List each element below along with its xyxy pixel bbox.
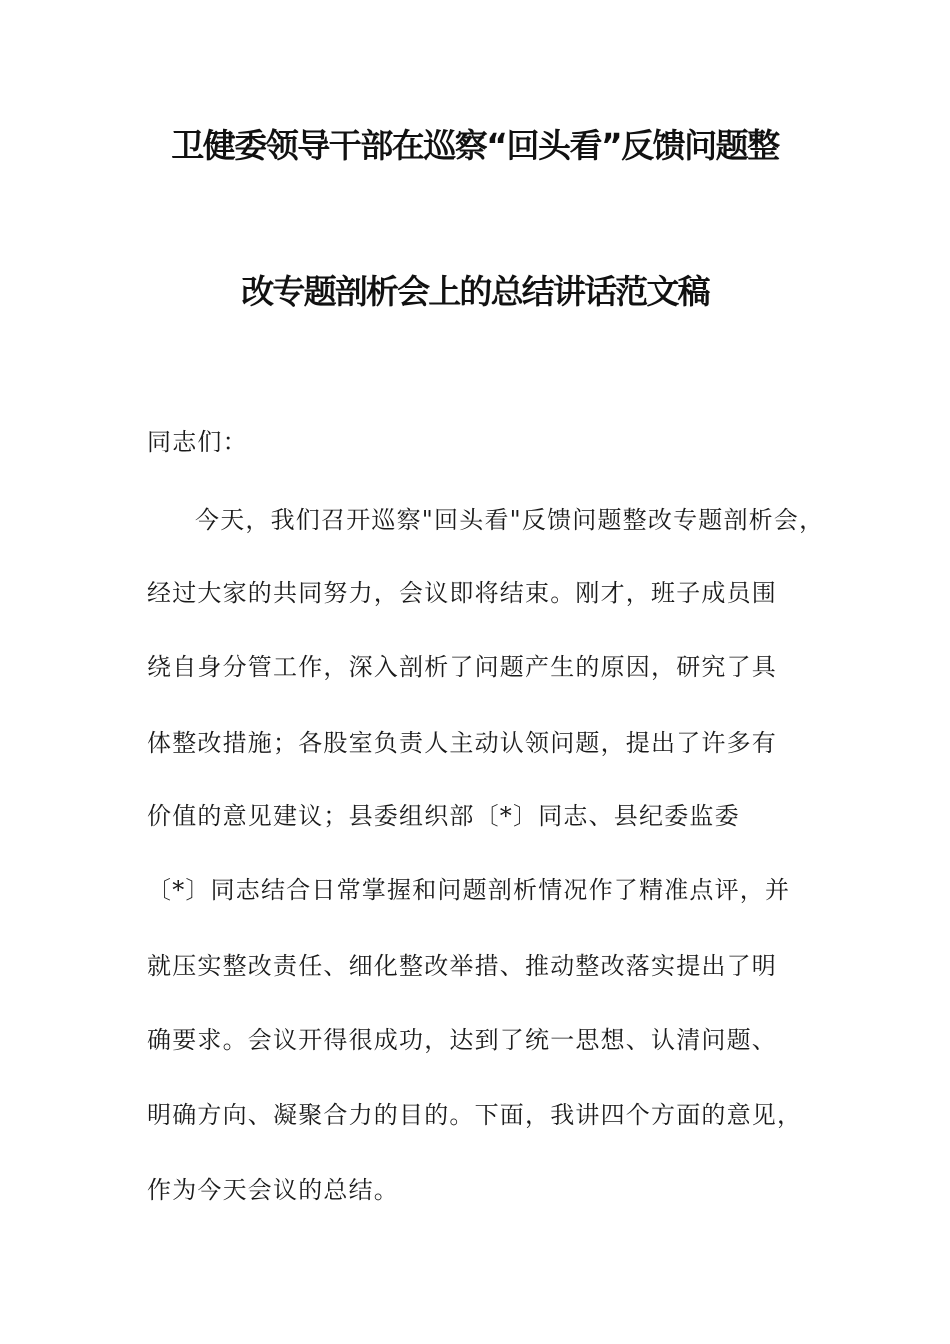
paragraph-line: 确要求。会议开得很成功，达到了统一思想、认清问题、 bbox=[147, 1026, 777, 1054]
paragraph-line: 价值的意见建议；县委组织部〔*〕同志、县纪委监委 bbox=[147, 802, 740, 830]
paragraph-line: 作为今天会议的总结。 bbox=[147, 1176, 399, 1204]
paragraph-line: 体整改措施；各股室负责人主动认领问题，提出了许多有 bbox=[147, 729, 777, 757]
paragraph-line: 绕自身分管工作，深入剖析了问题产生的原因，研究了具 bbox=[147, 653, 777, 681]
paragraph-line: 就压实整改责任、细化整改举措、推动整改落实提出了明 bbox=[147, 952, 777, 980]
paragraph-line: 今天，我们召开巡察"回头看"反馈问题整改专题剖析会， bbox=[195, 506, 825, 534]
paragraph-line: 明确方向、凝聚合力的目的。下面，我讲四个方面的意见， bbox=[147, 1101, 803, 1129]
document-title-line-1: 卫健委领导干部在巡察“回头看”反馈问题整 bbox=[171, 126, 779, 165]
paragraph-line: 〔*〕同志结合日常掌握和问题剖析情况作了精准点评，并 bbox=[147, 876, 791, 904]
salutation: 同志们： bbox=[147, 428, 248, 456]
paragraph-line: 经过大家的共同努力，会议即将结束。刚才，班子成员围 bbox=[147, 579, 777, 607]
document-title-line-2: 改专题剖析会上的总结讲话范文稿 bbox=[241, 272, 709, 311]
